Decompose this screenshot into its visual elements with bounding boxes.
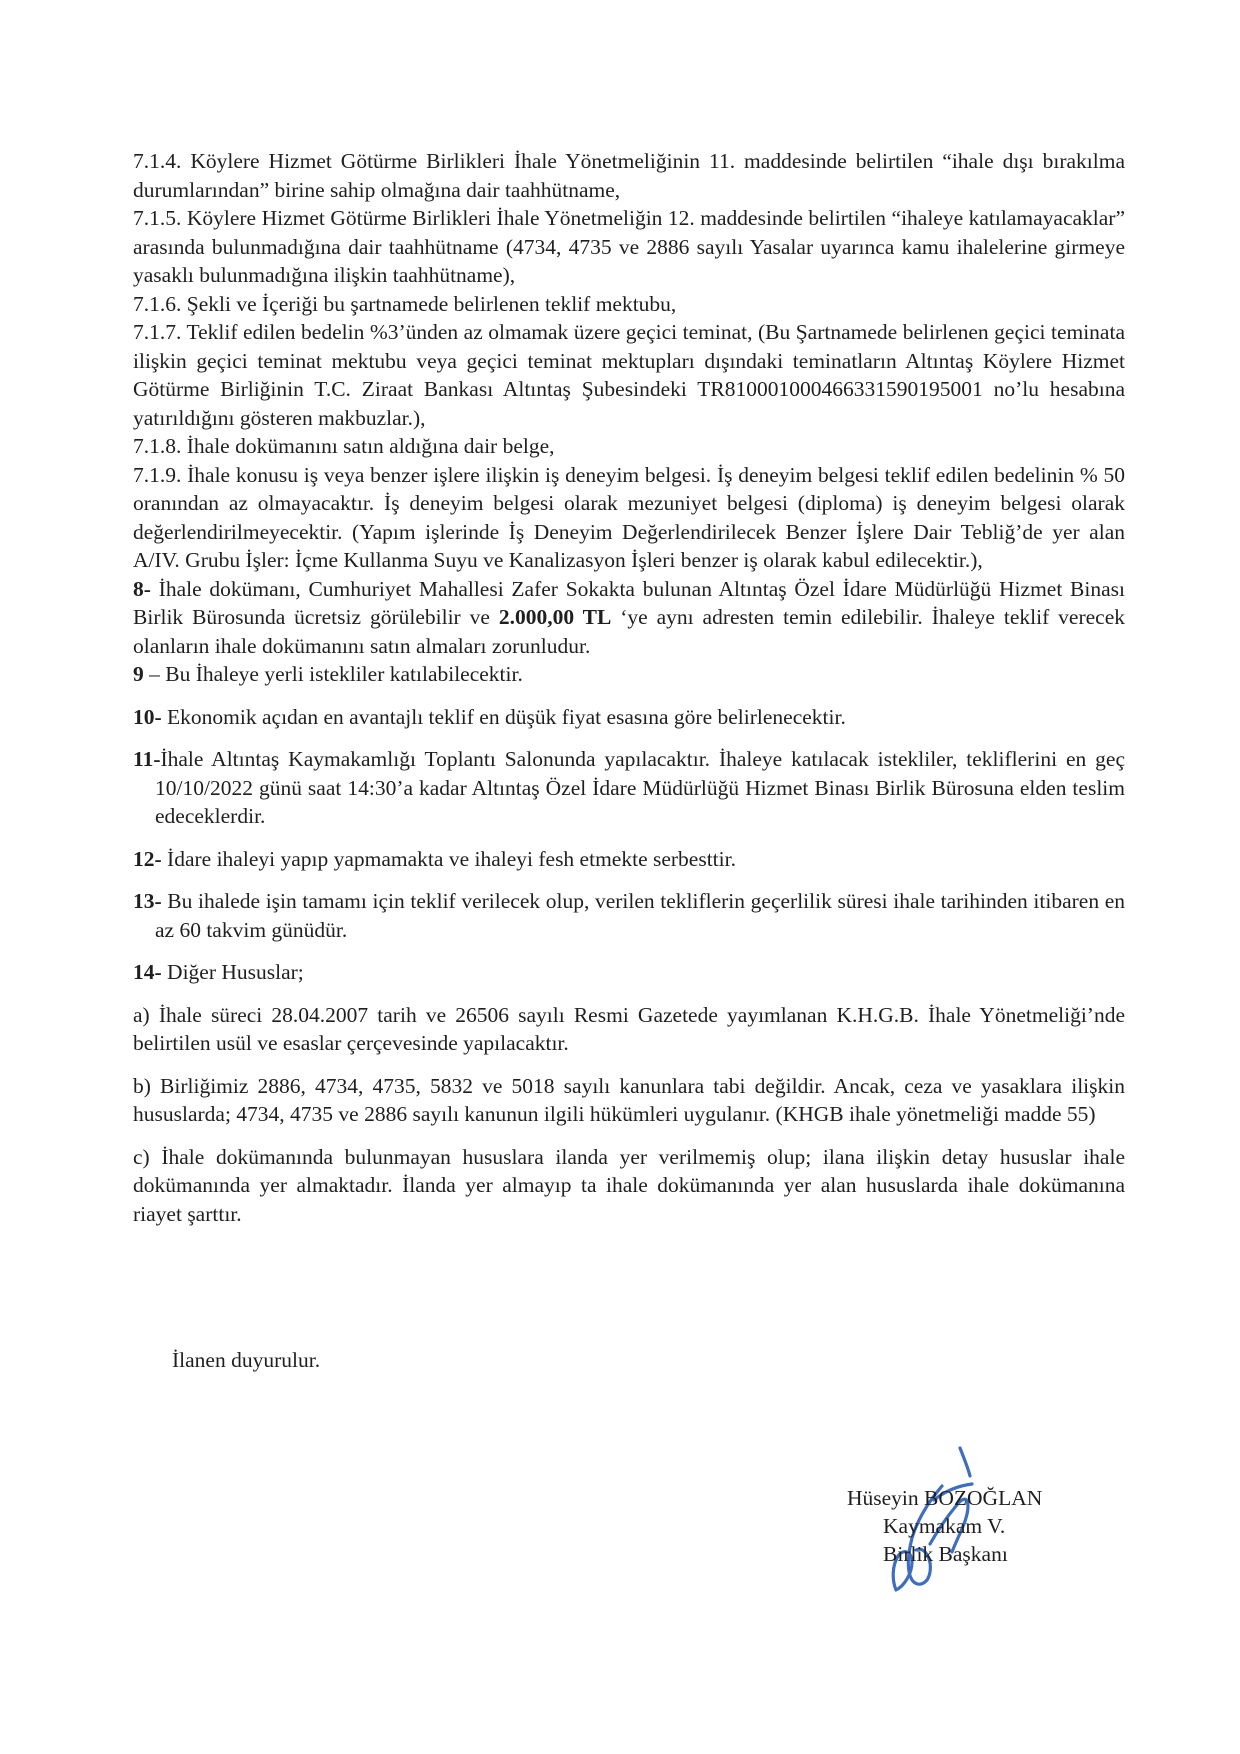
- item-7-1-9: 7.1.9. İhale konusu iş veya benzer işlere ilişkin iş deneyim belgesi. İş deneyim belgesi teklif edilen bedelinin % 50 oranından az olmayacaktır. İş deneyim belgesi olarak mezuniyet belgesi (diploma) iş deneyim belgesi olarak değerlendirilmeyecektir. (Yapım işlerinde İş Deneyim Değerlendirilecek Benzer İşlere Dair Tebliğ’de yer alan A/IV. Grubu İşler: İçme Kullanma Suyu ve Kanalizasyon İşleri benzer iş olarak kabul edilecektir.),: [133, 462, 1125, 572]
- item-13-number: 13-: [133, 889, 162, 913]
- item-10-text: Ekonomik açıdan en avantajlı teklif en düşük fiyat esasına göre belirlenecektir.: [161, 704, 846, 729]
- item-9: [133, 660, 1125, 689]
- signatory-block: [847, 1484, 1042, 1568]
- item-12-text: İdare ihaleyi yapıp yapmamakta ve ihaleyi fesh etmekte serbesttir.: [161, 846, 736, 871]
- item-14-a: a) İhale süreci 28.04.2007 tarih ve 26506 sayılı Resmi Gazetede yayımlanan K.H.G.B. İhale Yönetmeliği’nde belirtilen usül ve esaslar çerçevesinde yapılacaktır.: [133, 1002, 1125, 1055]
- signatory-title-2: Birlik Başkanı: [883, 1542, 1008, 1566]
- item-8-number: 8-: [133, 576, 151, 601]
- item-8-text-a: İhale dokümanı, Cumhuriyet Mahallesi Zafer Sokakta bulunan Altıntaş Özel İdare Müdürlüğü Hizmet Binası Birlik Bürosunda ücretsiz görülebilir ve: [133, 576, 1125, 629]
- item-13: [133, 887, 1125, 944]
- item-14-c: c) İhale dokümanında bulunmayan hususlara ilanda yer verilmemiş olup; ilana ilişkin detay hususlar ihale dokümanında yer almaktadır. İlanda yer almayıp ta ihale dokümanında yer alan hususlarda ihale dokümanına riayet şarttır.: [133, 1144, 1125, 1226]
- item-11-text: İhale Altıntaş Kaymakamlığı Toplantı Salonunda yapılacaktır. İhaleye katılacak istekliler, tekliflerini en geç 10/10/2022 günü saat 14:30’a kadar Altıntaş Özel İdare Müdürlüğü Hizmet Binası Birlik Bürosuna elden teslim edeceklerdir.: [155, 747, 1125, 828]
- item-14-number: 14-: [133, 960, 162, 984]
- item-14-text: Diğer Hususlar;: [161, 960, 304, 984]
- item-14: [133, 958, 1125, 987]
- item-7-1-4: 7.1.4. Köylere Hizmet Götürme Birlikleri İhale Yönetmeliğinin 11. maddesinde belirtilen “ihale dışı bırakılma durumlarından” birine sahip olmağına dair taahhütname,: [133, 149, 1125, 202]
- item-10: [133, 703, 1125, 732]
- signatory-name: Hüseyin BOZOĞLAN: [847, 1486, 1043, 1510]
- item-8-text-b: ‘ye aynı adresten temin edilebilir. İhaleye teklif verecek olanların ihale dokümanını satın almaları zorunludur.: [133, 605, 1126, 658]
- item-11-number: 11-: [133, 747, 161, 771]
- item-10-number: 10-: [133, 704, 162, 729]
- item-12-number: 12-: [133, 846, 162, 871]
- item-13-text: Bu ihalede işin tamamı için teklif verilecek olup, verilen tekliflerin geçerlilik süresi ihale tarihinden itibaren en az 60 takvim günüdür.: [155, 889, 1125, 942]
- item-9-number: 9: [133, 662, 144, 686]
- item-11: [133, 745, 1125, 831]
- item-7-1-8: 7.1.8. İhale dokümanını satın aldığına dair belge,: [133, 434, 555, 458]
- item-7-1-6: 7.1.6. Şekli ve İçeriği bu şartnamede belirlenen teklif mektubu,: [133, 291, 677, 316]
- item-7-1-5: 7.1.5. Köylere Hizmet Götürme Birlikleri İhale Yönetmeliğin 12. maddesinde belirtilen “ihaleye katılamayacaklar” arasında bulunmadığına dair taahhütname (4734, 4735 ve 2886 sayılı Yasalar uyarınca kamu ihalelerine girmeye yasaklı bulunmadığına ilişkin taahhütname),: [133, 206, 1125, 287]
- item-8: [133, 575, 1125, 661]
- item-9-text: – Bu İhaleye yerli istekliler katılabilecektir.: [143, 662, 523, 686]
- item-12: [133, 845, 1125, 874]
- document-body: [133, 147, 1125, 1228]
- item-14-b: b) Birliğimiz 2886, 4734, 4735, 5832 ve 5018 sayılı kanunlara tabi değildir. Ancak, ceza ve yasaklara ilişkin hususlarda; 4734, 4735 ve 2886 sayılı kanunun ilgili hükümleri uygulanır. (KHGB ihale yönetmeliği madde 55): [133, 1073, 1125, 1126]
- signatory-title-1: Kaymakam V.: [883, 1514, 1006, 1538]
- item-8-price: 2.000,00 TL: [498, 605, 612, 629]
- item-7-1-7: 7.1.7. Teklif edilen bedelin %3’ünden az olmamak üzere geçici teminat, (Bu Şartnamede belirlenen geçici teminata ilişkin geçici teminat mektubu veya geçici teminat mektupları dışındaki teminatların Altıntaş Köylere Hizmet Götürme Birliğinin T.C. Ziraat Bankası Altıntaş Şubesindeki TR810001000466331590195001 no’lu hesabına yatırıldığını gösteren makbuzlar.),: [133, 320, 1125, 430]
- closing-text: İlanen duyurulur.: [172, 1348, 321, 1372]
